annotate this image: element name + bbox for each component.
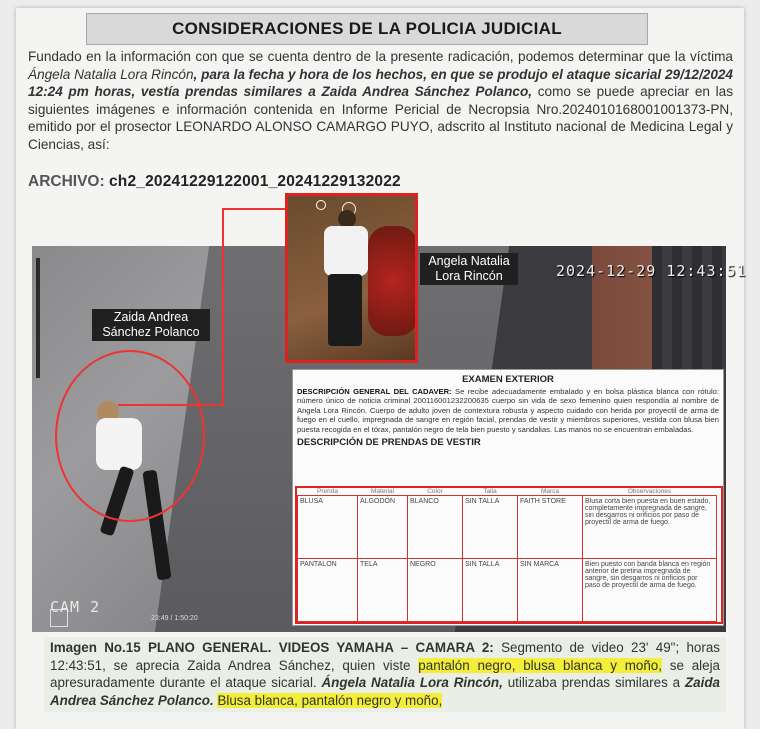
col-observaciones: Observaciones [583, 488, 717, 496]
inset-person-blouse [324, 226, 368, 276]
tag-zaida: Zaida Andrea Sánchez Polanco [92, 309, 210, 341]
archivo-label: ARCHIVO: [28, 173, 105, 190]
intro-text-2: , para la fecha y hora de los hechos, en que se produjo el ataque sicarial 29/12/2024 12:24 pm horas, vestía prendas similares a Zaida Andrea Sánchez Polanco, [28, 66, 733, 99]
image-caption: Imagen No.15 PLANO GENERAL. VIDEOS YAMAHA – CAMARA 2: Segmento de video 23' 49"; horas 12:43:51, se aprecia Zaida Andrea Sánchez, quien viste pantalón negro, blusa blanca y moño, se aleja apresuradamente durante el ataque sicarial. Ángela Natalia Lora Rincón, utilizaba prendas similares a Zaida Andrea Sánchez Polanco. Blusa blanca, pantalón negro y moño, [44, 637, 726, 712]
cctv-timestamp: 2024-12-29 12:43:51 [556, 262, 747, 280]
blood-area [368, 226, 418, 336]
intro-text-3: como se puede apreciar en las siguientes imágenes e información contenida en Informe Pericial de Necropsia Nro.2024010168001001373-PN, emitido por el prosector LEONARDO ALONSO CAMARGO PUYO, adscrito al Instituto nacional de Medicina Legal y Ciencias, así: [28, 84, 733, 152]
col-color: Color [408, 488, 463, 496]
highlight-circle [55, 350, 205, 522]
connector-line [222, 208, 286, 210]
col-prenda: Prenda [298, 488, 358, 496]
archivo-filename: ch2_20241229122001_20241229132022 [108, 173, 401, 190]
col-material: Material [358, 488, 408, 496]
marker-icon [316, 200, 326, 210]
inset-photo-angela [285, 193, 418, 363]
caption-label: Imagen No.15 PLANO GENERAL. VIDEOS YAMAHA – CAMARA 2: [50, 640, 494, 655]
cctv-video-time: 23:49 / 1:50:20 [151, 615, 198, 622]
archivo-line [28, 173, 401, 191]
col-talla: Talla [463, 488, 518, 496]
inset-person-pants [328, 274, 362, 346]
exam-exterior-panel [292, 369, 724, 626]
exam-title: EXAMEN EXTERIOR [462, 374, 554, 385]
col-marca: Marca [518, 488, 583, 496]
highlight-text: pantalón negro, blusa blanca y moño, [418, 657, 662, 673]
prendas-title: DESCRIPCIÓN DE PRENDAS DE VESTIR [297, 437, 481, 449]
section-title: CONSIDERACIONES DE LA POLICIA JUDICIAL [86, 13, 648, 45]
tag-angela: Angela Natalia Lora Rincón [420, 253, 518, 285]
highlight-text: Blusa blanca, pantalón negro y moño, [217, 693, 443, 709]
table-row: BLUSA ALGODÓN BLANCO SIN TALLA FAITH STORE Blusa corta bien puesta en buen estado, completamente impregnada de sangre, sin desgarros ni orificios por paso de proyectil de arma de fuego. [298, 496, 717, 559]
connector-line [222, 208, 224, 406]
pole [36, 258, 40, 378]
table-row: PANTALON TELA NEGRO SIN TALLA SIN MARCA Bien puesto con banda blanca en región anterior de pretina impregnada de sangre, sin desgarros ni orificios por paso de proyectil de arma de fuego. [298, 559, 717, 622]
intro-text-1: Fundado en la información con que se cuenta dentro de la presente radicación, podemos determinar que la víctima [28, 49, 733, 64]
intro-paragraph [28, 48, 733, 153]
connector-line [118, 404, 224, 406]
prendas-table [297, 488, 717, 622]
intro-victim-name: Ángela Natalia Lora Rincón [28, 66, 194, 82]
exam-description: DESCRIPCIÓN GENERAL DEL CADAVER: Se recibe adecuadamente embalado y en bolsa plástica blanca con rótulo: número único de noticia criminal 200116001232200635 cuerpo sin vida de sexo femenino quien respondía al nombre de Angela Lora Rincón. Cuerpo de adulto joven de contextura robusta y aspecto cuidado con herida por proyectil de arma de fuego en el cuello, impregnada de sangre en región facial, prendas de vestir y miembros superiores, vestida con blusa bien puesta recogida en el tórax, pantalón negro de tela bien puesto y sandalias. Las manos no se encuentran embaladas. [297, 387, 719, 434]
cctv-camera-label: CAM 2 [50, 598, 101, 616]
